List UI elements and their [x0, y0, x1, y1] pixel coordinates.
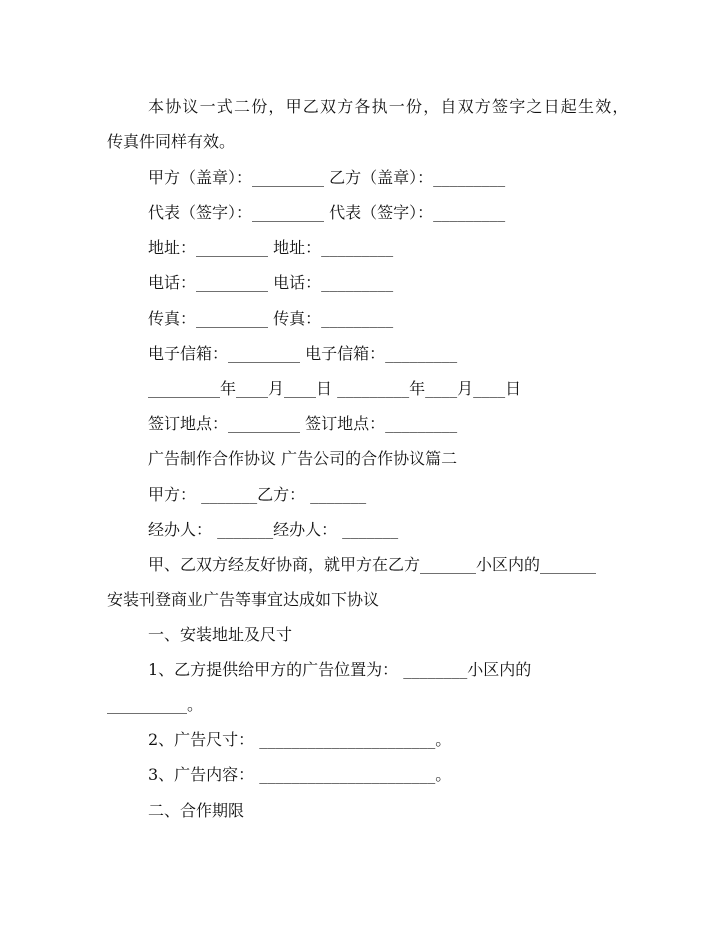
section-title: 广告制作合作协议 广告公司的合作协议篇二 — [148, 449, 458, 468]
clause-1-line-1: 1、乙方提供给甲方的广告位置为： ________小区内的 — [148, 660, 532, 679]
fax-line: 传真：_________ 传真：_________ — [148, 309, 394, 328]
agreement-intro-line-1: 甲、乙双方经友好协商，就甲方在乙方_______小区内的_______ — [148, 555, 597, 574]
paragraph-validity-line-2: 传真件同样有效。 — [107, 132, 236, 151]
email-line: 电子信箱：_________ 电子信箱：_________ — [148, 344, 458, 363]
address-line: 地址：_________ 地址：_________ — [148, 238, 394, 257]
clause-2: 2、广告尺寸： ______________________。 — [148, 730, 452, 749]
phone-line: 电话：_________ 电话：_________ — [148, 273, 394, 292]
handler-line: 经办人： _______经办人： _______ — [148, 520, 399, 539]
party-seal-line: 甲方（盖章）：_________ 乙方（盖章）：_________ — [148, 168, 506, 187]
heading-install-location: 一、安装地址及尺寸 — [148, 625, 293, 644]
parties-line: 甲方： _______乙方： _______ — [148, 485, 367, 504]
paragraph-validity-line-1: 本协议一式二份，甲乙双方各执一份，自双方签字之日起生效， — [148, 97, 630, 116]
clause-1-line-2: __________。 — [107, 695, 204, 714]
signing-place-line: 签订地点：_________ 签订地点：_________ — [148, 414, 458, 433]
clause-3: 3、广告内容： ______________________。 — [148, 765, 452, 784]
agreement-intro-line-2: 安装刊登商业广告等事宜达成如下协议 — [107, 590, 380, 609]
date-line: _________年____月____日 _________年____月____日 — [148, 379, 522, 398]
representative-signature-line: 代表（签字）：_________ 代表（签字）：_________ — [148, 203, 506, 222]
heading-cooperation-period: 二、合作期限 — [148, 801, 245, 820]
